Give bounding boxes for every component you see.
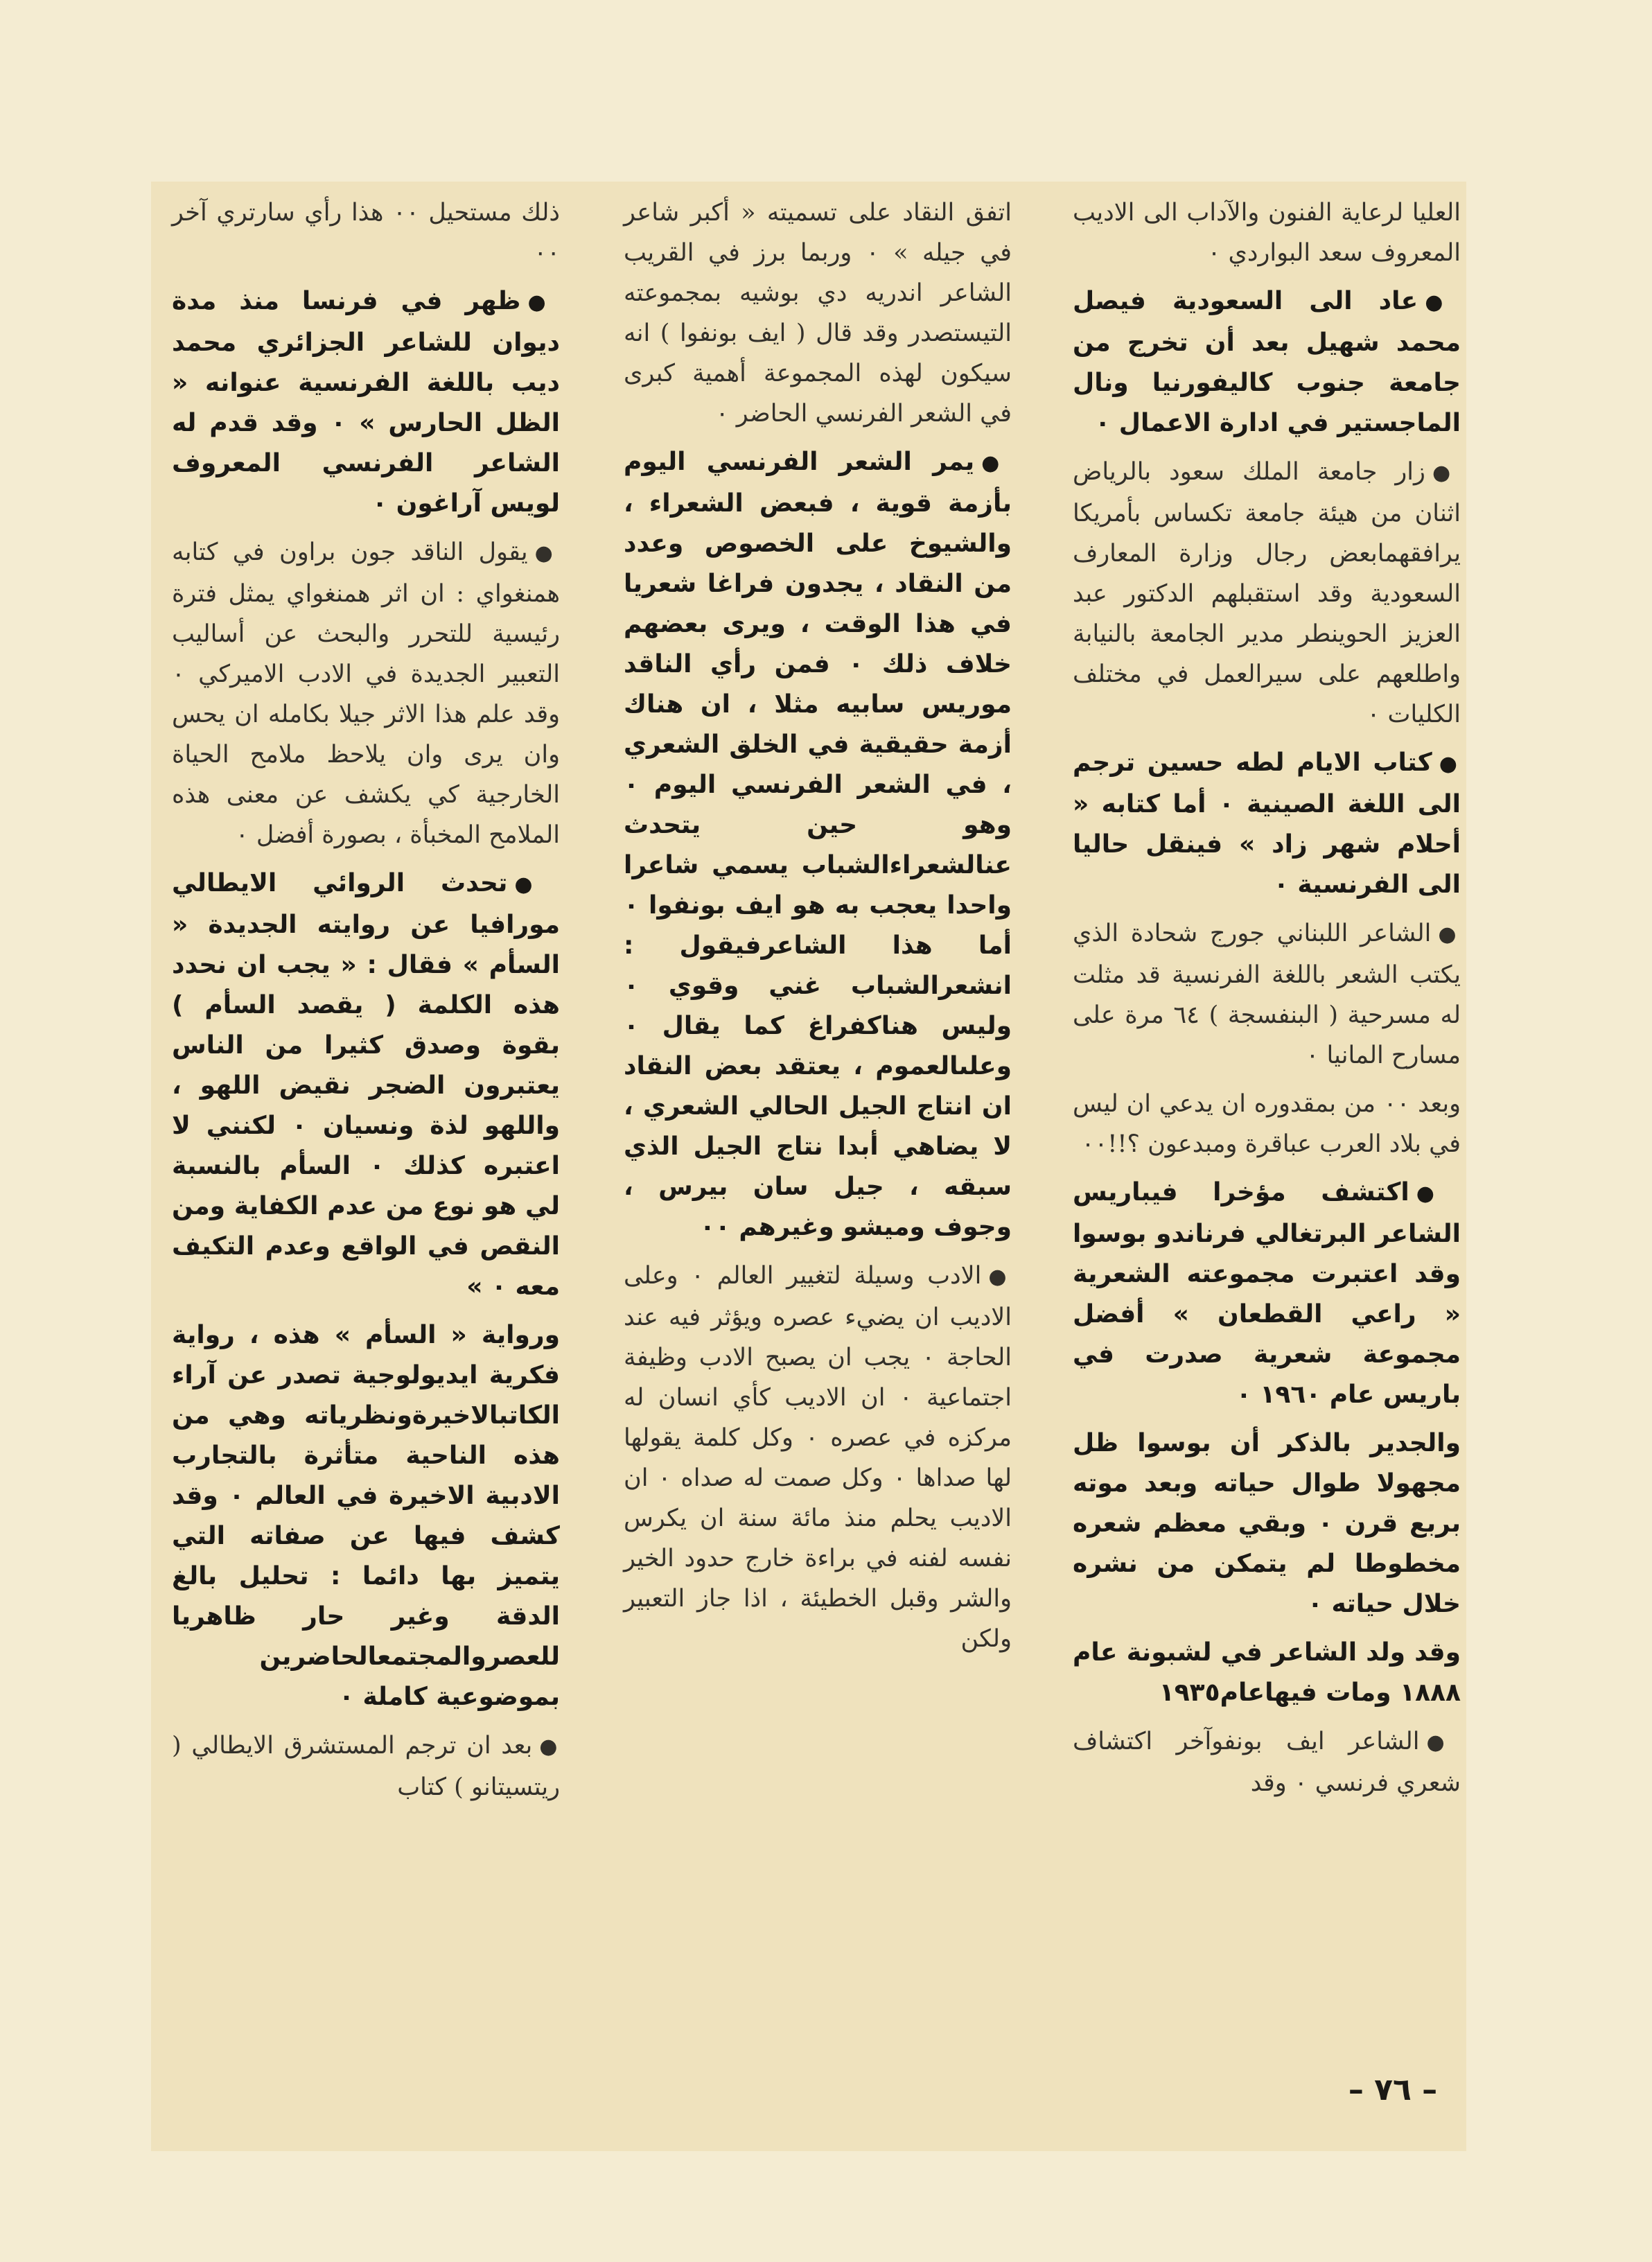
paragraph: [172, 281, 560, 524]
bullet-icon: ●: [981, 451, 1012, 475]
paragraph-text: كتاب الايام لطه حسين ترجم الى اللغة الصينية ٠ أما كتابه « أحلام شهر زاد » فينقل حاليا الى الفرنسية ٠: [1073, 748, 1461, 899]
paragraph-text: ورواية « السأم » هذه ، رواية فكرية ايديولوجية تصدر عن آراء الكاتبالاخيرةونظرياته وهي من هذه الناحية متأثرة بالتجارب الادبية الاخيرة في العالم ٠ وقد كشف فيها عن صفاته التي يتميز بها دائما : تحليل بالغ الدقة وغير حار ظاهريا للعصروالمجتمعالحاضرين بموضوعية كاملة ٠: [172, 1321, 561, 1711]
paragraph: [172, 1726, 560, 1807]
paragraph-text: ذلك مستحيل ٠٠ هذا رأي سارتري آخر ٠٠: [172, 199, 560, 267]
paragraph-text: العليا لرعاية الفنون والآداب الى الاديب المعروف سعد البواردي ٠: [1073, 199, 1461, 267]
paragraph: [172, 1315, 560, 1717]
paragraph-text: والجدير بالذكر أن بوسوا ظل مجهولا طوال حياته وبعد موته بربع قرن ٠ وبقي معظم شعره مخطوطا لم يتمكن من نشره خلال حياته ٠: [1073, 1429, 1461, 1618]
paragraph: [1073, 1633, 1461, 1713]
column-middle: [624, 193, 1012, 1667]
paragraph: [172, 532, 560, 855]
paragraph: [1073, 193, 1461, 273]
paragraph: [1073, 1721, 1461, 1803]
paragraph: [172, 193, 560, 273]
paragraph: [1073, 1084, 1461, 1164]
paragraph: [1073, 1423, 1461, 1624]
bullet-icon: ●: [988, 1265, 1012, 1289]
paragraph: [1073, 281, 1461, 444]
bullet-icon: ●: [539, 1735, 560, 1759]
paragraph-text: اكتشف مؤخرا فيباريس الشاعر البرتغالي فرناندو بوسوا وقد اعتبرت مجموعته الشعرية « راعي القطعان » أفضل مجموعة شعرية صدرت في باريس عام ١٩٦٠ ٠: [1073, 1178, 1461, 1409]
bullet-icon: ●: [527, 290, 560, 315]
paragraph: [624, 442, 1012, 1247]
paragraph-text: وبعد ٠٠ من بمقدوره ان يدعي ان ليس في بلاد العرب عباقرة ومبدعون ؟!!٠٠: [1073, 1090, 1461, 1158]
paragraph-text: عاد الى السعودية فيصل محمد شهيل بعد أن تخرج من جامعة جنوب كاليفورنيا ونال الماجستير في ادارة الاعمال ٠: [1073, 287, 1461, 437]
column-right: [1073, 193, 1461, 1812]
paragraph: [1073, 913, 1461, 1076]
paragraph-text: زار جامعة الملك سعود بالرياض اثنان من هيئة جامعة تكساس بأمريكا يرافقهمابعض رجال وزارة المعارف السعودية وقد استقبلهم الدكتور عبد العزيز الحوينطر مدير الجامعة بالنيابة واطلعهم على سيرالعمل في مختلف الكليات ٠: [1073, 458, 1461, 728]
paragraph: [1073, 452, 1461, 735]
bullet-icon: ●: [1426, 1730, 1461, 1755]
bullet-icon: ●: [514, 873, 560, 897]
paragraph-text: وقد ولد الشاعر في لشبونة عام ١٨٨٨ ومات فيهاعام١٩٣٥: [1073, 1638, 1461, 1707]
paragraph-text: الادب وسيلة لتغيير العالم ٠ وعلى الاديب ان يضيء عصره ويؤثر فيه عند الحاجة ٠ يجب ان يصبح الادب وظيفة اجتماعية ٠ ان الاديب كأي انسان له مركزه في عصره ٠ وكل كلمة يقولها لها صداها ٠ وكل صمت له صداه ٠ ان الاديب يحلم منذ مائة سنة ان يكرس نفسه لفنه في براءة خارج حدود الخير والشر وقبل الخطيئة ، اذا جاز التعبير ولكن: [624, 1262, 1012, 1653]
paragraph: [172, 863, 560, 1307]
bullet-icon: ●: [1432, 461, 1461, 485]
paragraph-text: اتفق النقاد على تسميته « أكبر شاعر في جيله » ٠ وربما برز في القريب الشاعر اندريه دي بوشيه بمجموعته التيستصدر وقد قال ( ايف بونفوا ) انه سيكون لهذه المجموعة أهمية كبرى في الشعر الفرنسي الحاضر ٠: [624, 199, 1012, 428]
bullet-icon: ●: [1425, 290, 1461, 315]
bullet-icon: ●: [534, 541, 560, 566]
bullet-icon: ●: [1439, 752, 1461, 776]
page-number: – ٧٦ –: [1348, 2072, 1438, 2107]
paragraph-text: الشاعر ايف بونفوآخر اكتشاف شعري فرنسي ٠ وقد: [1073, 1728, 1461, 1797]
paragraph-text: يمر الشعر الفرنسي اليوم بأزمة قوية ، فبعض الشعراء ، والشيوخ على الخصوص وعدد من النقاد ، يجدون فراغا شعريا في هذا الوقت ، ويرى بعضهم خلاف ذلك ٠ فمن رأي الناقد موريس سابيه مثلا ، ان هناك أزمة حقيقية في الخلق الشعري ، في الشعر الفرنسي اليوم ٠ وهو حين يتحدث عنالشعراءالشباب يسمي شاعرا واحدا يعجب به هو ايف بونفوا ٠ أما هذا الشاعرفيقول : انشعرالشباب غني وقوي ٠ وليس هناكفراغ كما يقال ٠ وعلىالعموم ، يعتقد بعض النقاد ان انتاج الجيل الحالي الشعري ، لا يضاهي أبدا نتاج الجيل الذي سبقه ، جيل سان بيرس ، وجوف وميشو وغيرهم ٠٠: [624, 448, 1012, 1241]
paragraph-text: بعد ان ترجم المستشرق الايطالي ( ريتسيتانو ) كتاب: [172, 1732, 560, 1801]
paragraph-text: تحدث الروائي الايطالي مورافيا عن روايته الجديدة « السأم » فقال : « يجب ان نحدد هذه الكلمة ( يقصد السأم ) بقوة وصدق كثيرا من الناس يعتبرون الضجر نقيض اللهو ، واللهو لذة ونسيان ٠ لكنني لا اعتبره كذلك ٠ السأم بالنسبة لي هو نوع من عدم الكفاية ومن النقص في الواقع وعدم التكيف معه ٠ »: [172, 869, 560, 1301]
paragraph: [624, 193, 1012, 434]
paragraph-text: الشاعر اللبناني جورج شحادة الذي يكتب الشعر باللغة الفرنسية قد مثلت له مسرحية ( البنفسجة ) ٦٤ مرة على مسارح المانيا ٠: [1073, 920, 1461, 1069]
column-left: [172, 193, 560, 1816]
bullet-icon: ●: [1438, 922, 1461, 947]
paragraph-text: يقول الناقد جون براون في كتابه همنغواي : ان اثر همنغواي يمثل فترة رئيسية للتحرر والبحث عن أساليب التعبير الجديدة في الادب الاميركي ٠ وقد علم هذا الاثر جيلا بكامله ان يحس وان يرى وان يلاحظ ملامح الحياة الخارجية كي يكشف عن معنى هذه الملامح المخبأة ، بصورة أفضل ٠: [172, 538, 560, 849]
paragraph-text: ظهر في فرنسا منذ مدة ديوان للشاعر الجزائري محمد ديب باللغة الفرنسية عنوانه « الظل الحارس » ٠ وقد قدم له الشاعر الفرنسي المعروف لويس آراغون ٠: [172, 287, 560, 518]
paragraph: [1073, 743, 1461, 905]
paragraph: [624, 1256, 1012, 1659]
paragraph: [1073, 1173, 1461, 1415]
bullet-icon: ●: [1416, 1182, 1461, 1206]
